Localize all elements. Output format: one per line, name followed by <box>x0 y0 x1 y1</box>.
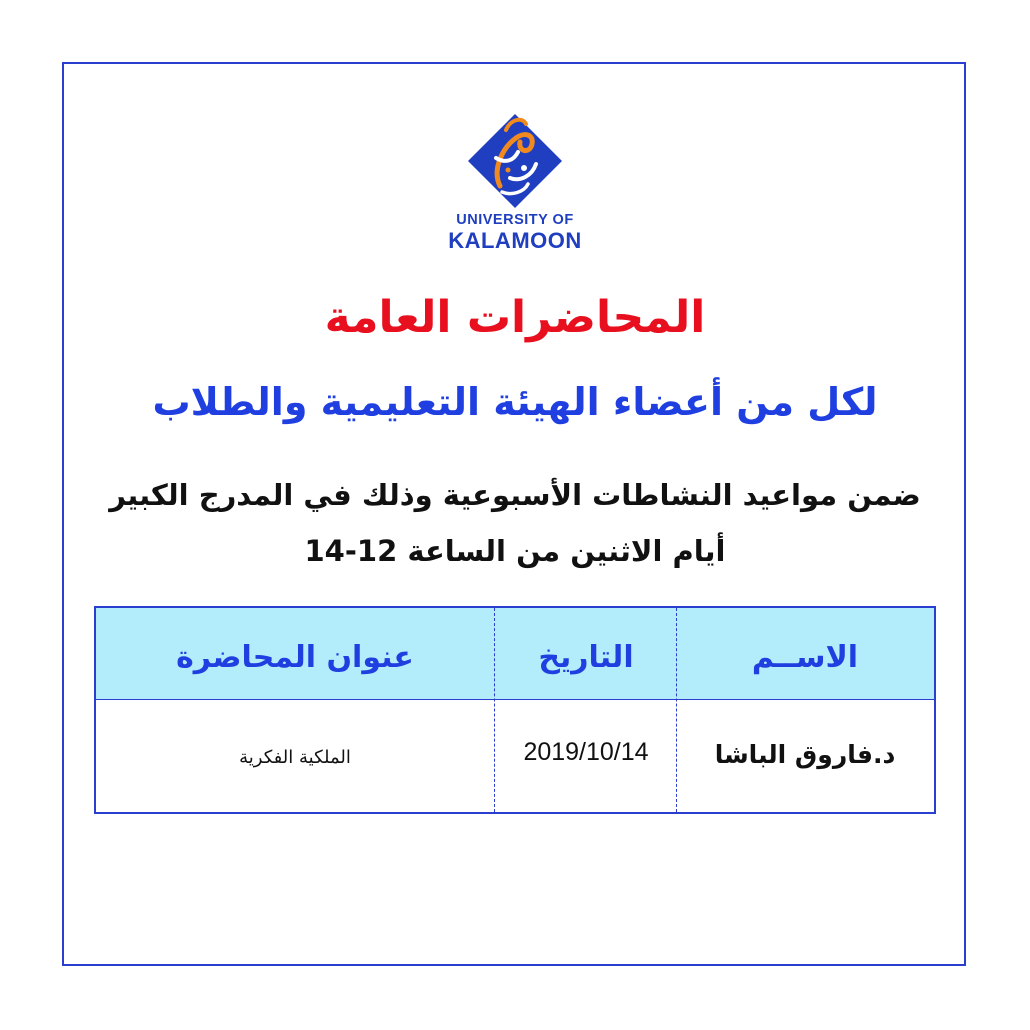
page-subtitle: لكل من أعضاء الهيئة التعليمية والطلاب <box>152 380 878 424</box>
logo-text-kalamoon: KALAMOON <box>448 228 582 253</box>
logo-text-university-of: UNIVERSITY OF <box>456 212 574 228</box>
page-title: المحاضرات العامة <box>324 292 706 343</box>
description-line-1: ضمن مواعيد النشاطات الأسبوعية وذلك في المدرج الكبير <box>109 478 921 512</box>
cell-lecture-date: 2019/10/14 <box>523 738 649 766</box>
header-topic: عنوان المحاضرة <box>176 640 414 675</box>
university-logo <box>440 108 590 253</box>
column-divider <box>676 608 677 812</box>
description-line-2: أيام الاثنين من الساعة 12-14 <box>304 534 726 568</box>
cell-lecture-topic: الملكية الفكرية <box>239 747 351 768</box>
lecture-table <box>94 606 936 814</box>
column-divider <box>494 608 495 812</box>
header-date: التاريخ <box>538 640 634 675</box>
header-name: الاســم <box>751 640 859 675</box>
kalamoon-emblem-icon <box>462 108 568 214</box>
cell-lecturer-name: د.فاروق الباشا <box>714 740 896 769</box>
